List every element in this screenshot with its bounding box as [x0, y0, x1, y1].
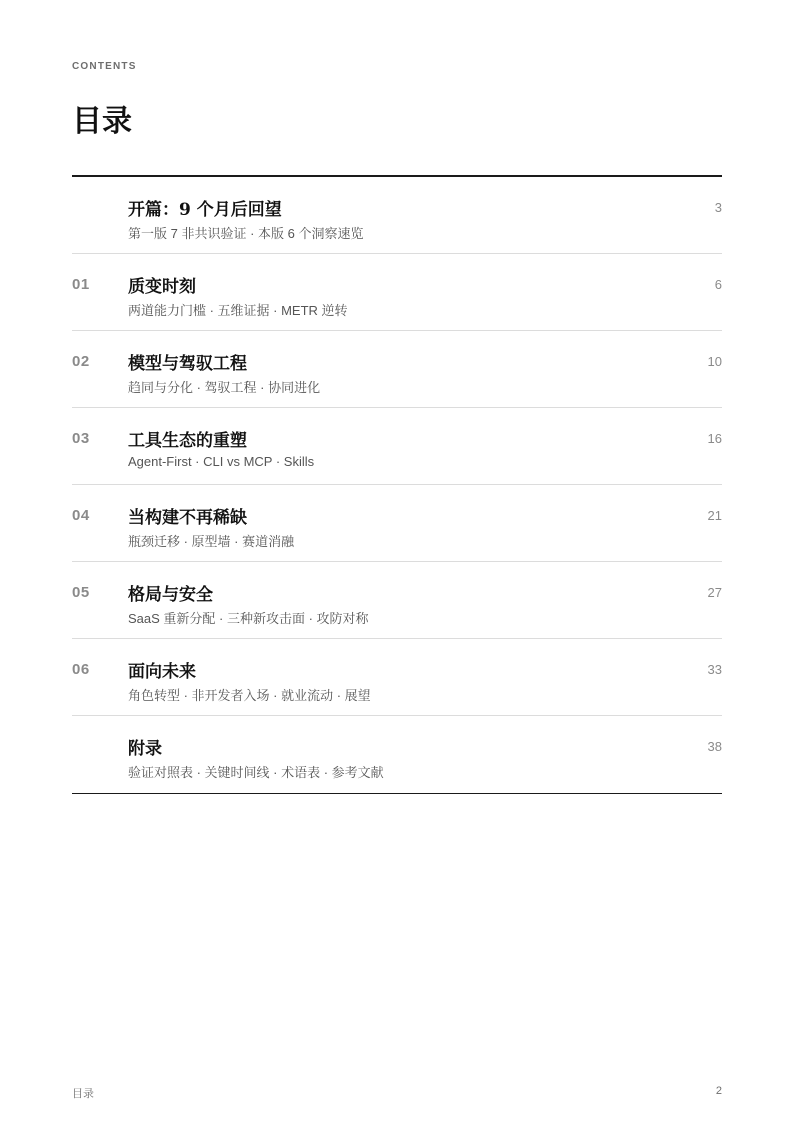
footer-page-number: 2 [715, 1085, 722, 1097]
toc-title: 格局与安全 [128, 585, 213, 605]
toc-number: 01 [72, 276, 90, 293]
toc-row-03[interactable] [72, 408, 722, 485]
toc-number: 04 [72, 507, 90, 524]
toc-row-02[interactable] [72, 331, 722, 408]
toc-row-appendix[interactable] [72, 716, 722, 793]
toc-page-number: 27 [707, 585, 722, 600]
toc-title: 开篇：9 个月后回望 [128, 200, 282, 220]
toc-page-number: 38 [707, 739, 722, 754]
toc-subtitle: 两道能力门槛 · 五维证据 · METR 逆转 [128, 303, 348, 318]
toc-number: 05 [72, 584, 90, 601]
toc-page-number: 33 [707, 662, 722, 677]
toc-subtitle: Agent-First · CLI vs MCP · Skills [128, 454, 315, 469]
page-title: 目录 [72, 104, 132, 139]
toc-title: 当构建不再稀缺 [128, 508, 247, 528]
toc-title: 工具生态的重塑 [128, 431, 247, 451]
toc-subtitle: 瓶颈迁移 · 原型墙 · 赛道消融 [128, 534, 295, 549]
toc-row-intro[interactable] [72, 177, 722, 254]
toc-row-05[interactable] [72, 562, 722, 639]
toc-page-number: 6 [714, 277, 722, 292]
toc-subtitle: 验证对照表 · 关键时间线 · 术语表 · 参考文献 [128, 765, 384, 780]
toc-title: 质变时刻 [128, 277, 196, 297]
contents-eyebrow: CONTENTS [72, 61, 137, 72]
toc-row-01[interactable] [72, 254, 722, 331]
toc-title: 附录 [128, 739, 162, 759]
toc-row-06[interactable] [72, 639, 722, 716]
toc-subtitle: 第一版 7 非共识验证 · 本版 6 个洞察速览 [128, 226, 364, 241]
table-of-contents [72, 175, 722, 794]
toc-row-04[interactable] [72, 485, 722, 562]
toc-page-number: 10 [707, 354, 722, 369]
toc-subtitle: 趋同与分化 · 驾驭工程 · 协同进化 [128, 380, 321, 395]
toc-number: 03 [72, 430, 90, 447]
footer-section-label: 目录 [72, 1088, 94, 1100]
toc-number: 02 [72, 353, 90, 370]
toc-title: 模型与驾驭工程 [128, 354, 247, 374]
toc-subtitle: SaaS 重新分配 · 三种新攻击面 · 攻防对称 [128, 611, 369, 626]
toc-page-number: 3 [714, 200, 722, 215]
toc-subtitle: 角色转型 · 非开发者入场 · 就业流动 · 展望 [128, 688, 371, 703]
toc-page-number: 21 [707, 508, 722, 523]
toc-title: 面向未来 [128, 662, 196, 682]
toc-page-number: 16 [707, 431, 722, 446]
toc-number: 06 [72, 661, 90, 678]
